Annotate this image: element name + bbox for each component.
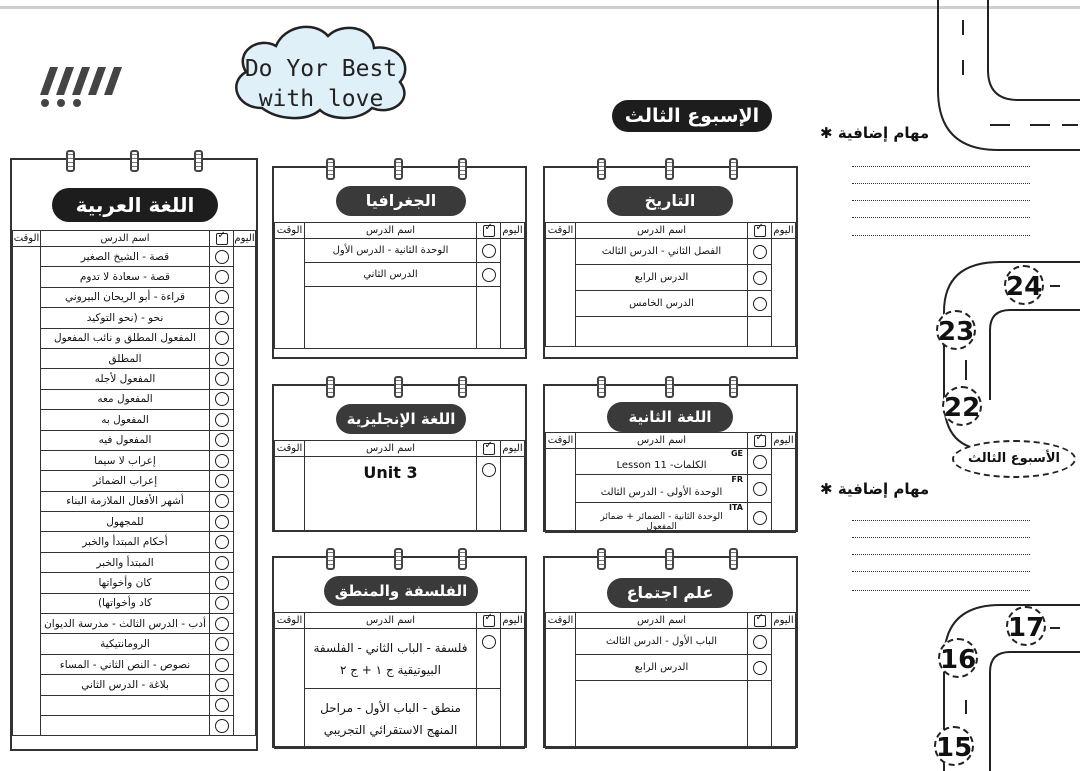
checkbox[interactable] — [753, 297, 767, 311]
table-row — [275, 263, 525, 287]
lesson-cell: المفعول به — [41, 410, 210, 430]
lesson-cell: المفعول المطلق و نائب المفعول — [41, 328, 210, 348]
table-row — [13, 430, 256, 450]
table-row — [13, 267, 256, 287]
lesson-cell: المفعول لأجله — [41, 369, 210, 389]
checkbox[interactable] — [215, 556, 229, 570]
lesson-cell: الدرس الرابع — [576, 655, 748, 681]
checkbox[interactable] — [215, 413, 229, 427]
header-time: الوقت — [546, 223, 576, 239]
checkbox[interactable] — [215, 698, 229, 712]
header-time: الوقت — [275, 613, 305, 629]
english-card — [272, 384, 527, 532]
checkbox[interactable] — [215, 454, 229, 468]
lesson-cell — [41, 715, 210, 735]
table-row — [13, 369, 256, 389]
road-illustration — [900, 0, 1080, 771]
extra-tasks-label-top: مهام إضافية ✱ — [820, 124, 930, 142]
lesson-cell: قصة - الشيخ الصغير — [41, 247, 210, 267]
header-lesson: اسم الدرس — [41, 231, 210, 247]
check-icon — [483, 615, 495, 627]
lesson-cell: إعراب الضمائر — [41, 471, 210, 491]
header-time: الوقت — [13, 231, 41, 247]
week-title: الإسبوع الثالث — [612, 100, 772, 132]
geography-card — [272, 166, 527, 359]
lesson-cell: Unit 3 — [305, 457, 477, 531]
philosophy-title: الفلسفة والمنطق — [324, 576, 478, 606]
checkbox[interactable] — [215, 250, 229, 264]
header-lesson: اسم الدرس — [576, 613, 748, 629]
binder-ring — [326, 548, 335, 570]
lesson-cell: المطلق — [41, 348, 210, 368]
checkbox[interactable] — [215, 352, 229, 366]
lesson-cell: الوحدة الثانية - الدرس الأول — [305, 239, 477, 263]
time-cell[interactable] — [546, 239, 576, 347]
time-cell[interactable] — [275, 457, 305, 531]
binder-ring — [458, 158, 467, 180]
table-row — [13, 614, 256, 634]
time-cell[interactable] — [546, 629, 576, 749]
header-check — [477, 441, 501, 457]
header-time: الوقت — [275, 223, 305, 239]
binder-ring — [729, 158, 738, 180]
binder-ring — [665, 548, 674, 570]
english-title: اللغة الإنجليزية — [336, 404, 466, 434]
header-check — [748, 223, 772, 239]
binder-ring — [597, 158, 606, 180]
table-row — [13, 247, 256, 267]
header-time: الوقت — [275, 441, 305, 457]
binder-ring — [394, 376, 403, 398]
checkbox[interactable] — [753, 482, 767, 496]
table-row — [275, 689, 525, 749]
brand-logo — [36, 55, 124, 113]
checkbox[interactable] — [753, 245, 767, 259]
checkbox[interactable] — [215, 678, 229, 692]
lesson-cell: الرومانتيكية — [41, 634, 210, 654]
binder-ring — [66, 150, 75, 172]
lesson-cell: المبتدأ والخبر — [41, 552, 210, 572]
table-row — [546, 449, 796, 475]
english-table — [274, 440, 525, 531]
extra-tasks-label-bottom: مهام إضافية ✱ — [820, 480, 930, 498]
table-row — [546, 265, 796, 291]
checkbox[interactable] — [215, 270, 229, 284]
lesson-cell: قصة - سعادة لا تدوم — [41, 267, 210, 287]
second-language-title: اللغة الثانية — [607, 402, 733, 432]
day-number-17: 17 — [1006, 606, 1046, 646]
table-row — [13, 308, 256, 328]
table-row — [546, 681, 796, 749]
table-row — [13, 512, 256, 532]
day-cell[interactable] — [772, 629, 796, 749]
table-row — [275, 629, 525, 689]
table-row — [13, 593, 256, 613]
lesson-cell: كاد وأخواتها) — [41, 593, 210, 613]
header-check — [748, 433, 772, 449]
binder-ring — [729, 376, 738, 398]
day-number-23: 23 — [936, 310, 976, 350]
lesson-cell: للمجهول — [41, 512, 210, 532]
checkbox[interactable] — [215, 637, 229, 651]
binder-ring — [326, 158, 335, 180]
lesson-cell: منطق - الباب الأول - مراحل المنهج الاستقرائي التجريبي — [305, 689, 477, 749]
checkbox[interactable] — [753, 661, 767, 675]
day-cell[interactable] — [501, 629, 525, 749]
day-cell[interactable] — [234, 247, 256, 736]
table-row — [275, 287, 525, 349]
table-row — [13, 287, 256, 307]
philosophy-card — [272, 556, 527, 748]
lesson-cell: أحكام المبتدأ والخبر — [41, 532, 210, 552]
road-week-label: الأسبوع الثالث — [952, 440, 1076, 478]
lesson-cell: نحو - (نحو التوكيد — [41, 308, 210, 328]
arabic-table — [12, 230, 256, 736]
checkbox[interactable] — [215, 494, 229, 508]
header-time: الوقت — [546, 613, 576, 629]
binder-ring — [130, 150, 139, 172]
arabic-card — [10, 158, 258, 751]
sociology-table — [545, 612, 796, 749]
lesson-cell: الدرس الرابع — [576, 265, 748, 291]
sociology-title: علم اجتماع — [607, 578, 733, 608]
table-row — [13, 410, 256, 430]
checkbox[interactable] — [753, 455, 767, 469]
lesson-cell: الباب الأول - الدرس الثالث — [576, 629, 748, 655]
arabic-title: اللغة العربية — [52, 188, 218, 222]
lesson-cell: أدب - الدرس الثالث - مدرسة الديوان — [41, 614, 210, 634]
table-row — [546, 655, 796, 681]
table-row — [546, 475, 796, 503]
table-row — [13, 654, 256, 674]
header-day: اليوم — [501, 613, 525, 629]
header-day: اليوم — [772, 433, 796, 449]
lesson-cell: قراءة - أبو الريحان البيروني — [41, 287, 210, 307]
checkbox[interactable] — [753, 635, 767, 649]
checkbox[interactable] — [215, 535, 229, 549]
table-row — [275, 457, 525, 531]
table-row — [546, 317, 796, 347]
lesson-cell: GE الكلمات- Lesson 11 — [576, 449, 748, 475]
checkbox[interactable] — [482, 635, 496, 649]
header-lesson: اسم الدرس — [576, 433, 748, 449]
table-row — [13, 328, 256, 348]
day-cell[interactable] — [772, 449, 796, 533]
binder-ring — [326, 376, 335, 398]
table-row — [13, 552, 256, 572]
lesson-cell: الدرس الخامس — [576, 291, 748, 317]
lesson-cell: المفعول معه — [41, 389, 210, 409]
day-number-22: 22 — [942, 386, 982, 426]
checkbox[interactable] — [215, 617, 229, 631]
header-lesson: اسم الدرس — [305, 441, 477, 457]
checkbox[interactable] — [215, 433, 229, 447]
check-icon — [483, 443, 495, 455]
sociology-card — [543, 556, 798, 748]
checkbox[interactable] — [215, 658, 229, 672]
checkbox[interactable] — [215, 372, 229, 386]
table-row — [13, 491, 256, 511]
check-icon — [754, 225, 766, 237]
header-day: اليوم — [772, 613, 796, 629]
checkbox[interactable] — [482, 463, 496, 477]
lesson-cell: ITA الوحدة الثانية - الضمائر + ضمائر المفعول — [576, 503, 748, 533]
lang-code: ITA — [728, 503, 743, 512]
table-row — [13, 450, 256, 470]
header-check — [477, 613, 501, 629]
table-row — [275, 239, 525, 263]
table-row — [13, 675, 256, 695]
checkbox[interactable] — [482, 244, 496, 258]
binder-ring — [458, 376, 467, 398]
table-row — [13, 695, 256, 715]
header-day: اليوم — [501, 223, 525, 239]
lesson-cell: الفصل الثاني - الدرس الثالث — [576, 239, 748, 265]
history-table — [545, 222, 796, 347]
lesson-cell: المفعول فيه — [41, 430, 210, 450]
table-row — [13, 634, 256, 654]
lesson-cell: نصوص - النص الثاني - المساء — [41, 654, 210, 674]
header-check — [748, 613, 772, 629]
binder-ring — [597, 376, 606, 398]
check-icon — [754, 435, 766, 447]
time-cell[interactable] — [275, 629, 305, 749]
day-number-16: 16 — [938, 638, 978, 678]
time-cell[interactable] — [546, 449, 576, 533]
philosophy-table — [274, 612, 525, 749]
binder-ring — [665, 376, 674, 398]
binder-ring — [597, 548, 606, 570]
checkbox[interactable] — [482, 268, 496, 282]
check-icon — [754, 615, 766, 627]
table-row — [13, 348, 256, 368]
table-row — [13, 715, 256, 735]
lesson-cell: بلاغة - الدرس الثاني — [41, 675, 210, 695]
time-cell[interactable] — [13, 247, 41, 736]
second-language-table — [545, 432, 796, 533]
table-row — [546, 239, 796, 265]
checkbox[interactable] — [215, 331, 229, 345]
checkbox[interactable] — [215, 290, 229, 304]
lesson-cell: FR الوحدة الأولى - الدرس الثالث — [576, 475, 748, 503]
header-time: الوقت — [546, 433, 576, 449]
header-lesson: اسم الدرس — [305, 223, 477, 239]
day-number-24: 24 — [1004, 265, 1044, 305]
check-icon — [483, 225, 495, 237]
day-number-15: 15 — [934, 726, 974, 766]
geography-title: الجغرافيا — [336, 186, 466, 216]
day-cell[interactable] — [501, 457, 525, 531]
lesson-cell: كان وأخواتها — [41, 573, 210, 593]
lesson-cell: إعراب لا سيما — [41, 450, 210, 470]
check-icon — [216, 233, 228, 245]
checkbox[interactable] — [215, 576, 229, 590]
day-cell[interactable] — [501, 239, 525, 349]
binder-ring — [665, 158, 674, 180]
lesson-cell: فلسفة - الباب الثاني - الفلسفة البيوتيقية ج ١ + ج ٢ — [305, 629, 477, 689]
second-language-card — [543, 384, 798, 532]
checkbox[interactable] — [215, 392, 229, 406]
checkbox[interactable] — [215, 596, 229, 610]
binder-ring — [194, 150, 203, 172]
history-title: التاريخ — [607, 186, 733, 216]
lesson-cell: أشهر الأفعال الملازمة البناء — [41, 491, 210, 511]
table-row — [546, 291, 796, 317]
table-row — [13, 471, 256, 491]
binder-ring — [729, 548, 738, 570]
checkbox[interactable] — [215, 515, 229, 529]
binder-ring — [394, 548, 403, 570]
table-row — [13, 573, 256, 593]
history-card — [543, 166, 798, 359]
checkbox[interactable] — [215, 719, 229, 733]
lesson-cell — [41, 695, 210, 715]
checkbox[interactable] — [215, 474, 229, 488]
lesson-cell: الدرس الثاني — [305, 263, 477, 287]
header-day: اليوم — [234, 231, 256, 247]
header-lesson: اسم الدرس — [305, 613, 477, 629]
checkbox[interactable] — [215, 311, 229, 325]
header-lesson: اسم الدرس — [576, 223, 748, 239]
checkbox[interactable] — [753, 511, 767, 525]
header-day: اليوم — [772, 223, 796, 239]
table-row — [546, 629, 796, 655]
checkbox[interactable] — [753, 271, 767, 285]
day-cell[interactable] — [772, 239, 796, 347]
lang-code: GE — [730, 449, 743, 458]
header-day: اليوم — [501, 441, 525, 457]
lang-code: FR — [731, 475, 743, 484]
binder-ring — [458, 548, 467, 570]
header-check — [477, 223, 501, 239]
cloud-text: Do Yor Best with love — [244, 56, 398, 112]
table-row — [13, 532, 256, 552]
binder-ring — [394, 158, 403, 180]
header-check — [210, 231, 234, 247]
time-cell[interactable] — [275, 239, 305, 349]
table-row — [546, 503, 796, 533]
geography-table — [274, 222, 525, 349]
table-row — [13, 389, 256, 409]
